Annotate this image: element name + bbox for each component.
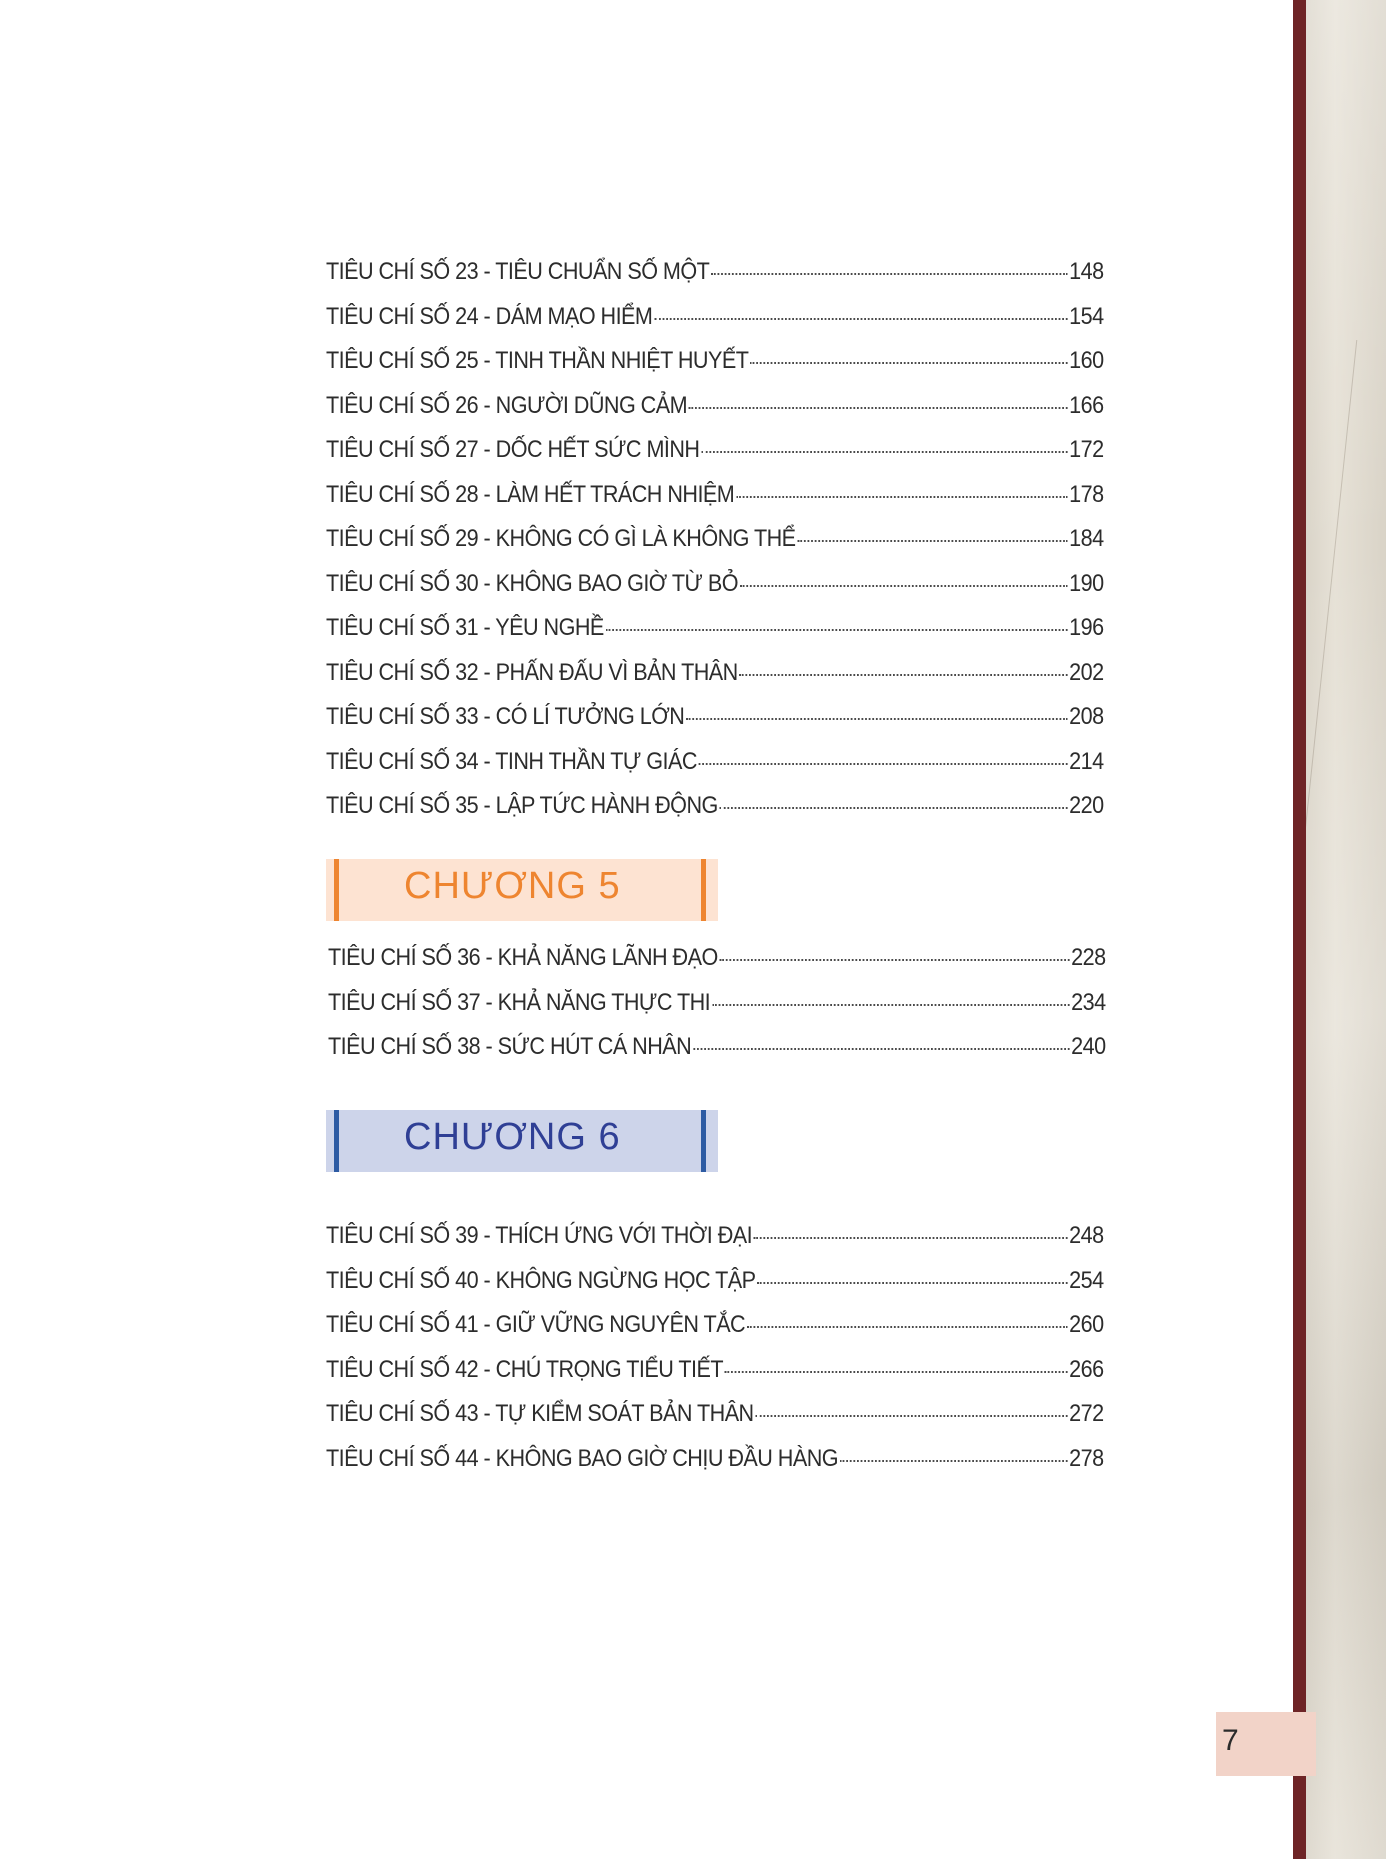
chapter-5-left-bar [334, 859, 339, 921]
toc-entry-page: 240 [1071, 1033, 1106, 1060]
toc-dot-leader [740, 585, 1068, 587]
toc-entry[interactable] [326, 481, 1104, 526]
toc-dot-leader [740, 674, 1068, 676]
toc-entry[interactable] [326, 570, 1104, 615]
toc-entry-title: TIÊU CHÍ SỐ 37 - KHẢ NĂNG THỰC THI [328, 988, 711, 1016]
toc-dot-leader [757, 1282, 1067, 1284]
toc-dot-leader [686, 718, 1067, 720]
toc-entry[interactable] [326, 392, 1104, 437]
chapter-6-heading [326, 1110, 718, 1172]
toc-entry-title: TIÊU CHÍ SỐ 33 - CÓ LÍ TƯỞNG LỚN [326, 703, 685, 730]
toc-entry[interactable] [326, 1400, 1104, 1445]
toc-dot-leader [720, 807, 1068, 809]
toc-entry-page: 154 [1069, 302, 1104, 330]
toc-entry-title: TIÊU CHÍ SỐ 39 - THÍCH ỨNG VỚI THỜI ĐẠI [326, 1222, 753, 1249]
toc-list-chapter-4-continued [326, 258, 1104, 837]
spine-bar [1293, 0, 1306, 1859]
toc-entry-title: TIÊU CHÍ SỐ 24 - DÁM MẠO HIỂM [326, 302, 653, 330]
toc-dot-leader [736, 496, 1067, 498]
toc-entry[interactable] [328, 944, 1106, 989]
toc-entry-title: TIÊU CHÍ SỐ 31 - YÊU NGHỀ [326, 614, 604, 641]
chapter-6-left-bar [334, 1110, 339, 1172]
toc-entry[interactable] [326, 347, 1104, 392]
toc-entry-page: 148 [1069, 258, 1104, 285]
page-number: 7 [1222, 1724, 1239, 1757]
toc-dot-leader [689, 407, 1068, 409]
toc-entry[interactable] [326, 748, 1104, 793]
chapter-6-label: CHƯƠNG 6 [404, 1116, 621, 1158]
chapter-5-label: CHƯƠNG 5 [404, 865, 621, 907]
toc-list-chapter-6 [326, 1222, 1104, 1489]
toc-entry[interactable] [326, 792, 1104, 837]
toc-entry[interactable] [326, 659, 1104, 704]
toc-dot-leader [747, 1326, 1067, 1328]
toc-entry-title: TIÊU CHÍ SỐ 27 - DỐC HẾT SỨC MÌNH [326, 436, 700, 463]
toc-entry-page: 202 [1069, 658, 1104, 686]
toc-dot-leader [699, 763, 1068, 765]
toc-entry[interactable] [328, 989, 1106, 1034]
toc-entry-page: 184 [1069, 525, 1104, 552]
toc-entry[interactable] [326, 436, 1104, 481]
toc-entry-page: 160 [1069, 347, 1104, 374]
toc-entry[interactable] [326, 1267, 1104, 1312]
toc-entry-title: TIÊU CHÍ SỐ 41 - GIỮ VỮNG NGUYÊN TẮC [326, 1311, 746, 1338]
toc-entry-title: TIÊU CHÍ SỐ 38 - SỨC HÚT CÁ NHÂN [328, 1033, 692, 1060]
toc-entry[interactable] [326, 614, 1104, 659]
toc-entry-page: 254 [1069, 1266, 1104, 1294]
toc-entry-page: 178 [1069, 480, 1104, 508]
toc-entry[interactable] [328, 1033, 1106, 1078]
toc-dot-leader [797, 540, 1067, 542]
toc-dot-leader [606, 629, 1068, 631]
toc-entry[interactable] [326, 703, 1104, 748]
toc-entry-title: TIÊU CHÍ SỐ 25 - TINH THẦN NHIỆT HUYẾT [326, 347, 749, 374]
toc-entry-page: 272 [1069, 1400, 1104, 1427]
toc-entry[interactable] [326, 1445, 1104, 1490]
toc-entry-page: 190 [1069, 569, 1104, 597]
toc-entry-title: TIÊU CHÍ SỐ 30 - KHÔNG BAO GIỜ TỪ BỎ [326, 569, 739, 597]
toc-dot-leader [711, 273, 1067, 275]
toc-entry-page: 208 [1069, 703, 1104, 730]
toc-dot-leader [754, 1237, 1067, 1239]
toc-dot-leader [693, 1048, 1069, 1050]
toc-entry[interactable] [326, 1311, 1104, 1356]
toc-entry-page: 214 [1069, 747, 1104, 775]
toc-entry-page: 234 [1071, 988, 1106, 1016]
toc-entry-page: 196 [1069, 614, 1104, 641]
toc-entry-title: TIÊU CHÍ SỐ 44 - KHÔNG BAO GIỜ CHỊU ĐẦU HÀNG [326, 1444, 839, 1472]
toc-entry-title: TIÊU CHÍ SỐ 36 - KHẢ NĂNG LÃNH ĐẠO [328, 944, 718, 971]
toc-dot-leader [654, 318, 1067, 320]
toc-entry[interactable] [326, 1222, 1104, 1267]
toc-entry[interactable] [326, 303, 1104, 348]
toc-dot-leader [755, 1415, 1067, 1417]
toc-entry-title: TIÊU CHÍ SỐ 29 - KHÔNG CÓ GÌ LÀ KHÔNG THỂ [326, 525, 796, 552]
toc-dot-leader [840, 1460, 1068, 1462]
toc-entry-page: 166 [1069, 391, 1104, 419]
toc-entry-title: TIÊU CHÍ SỐ 40 - KHÔNG NGỪNG HỌC TẬP [326, 1266, 756, 1294]
toc-entry[interactable] [326, 258, 1104, 303]
toc-dot-leader [720, 959, 1070, 961]
toc-dot-leader [725, 1371, 1068, 1373]
chapter-5-right-bar [701, 859, 706, 921]
toc-entry-title: TIÊU CHÍ SỐ 34 - TINH THẦN TỰ GIÁC [326, 747, 697, 775]
toc-entry-page: 278 [1069, 1444, 1104, 1472]
toc-entry-title: TIÊU CHÍ SỐ 23 - TIÊU CHUẨN SỐ MỘT [326, 258, 710, 285]
toc-entry-title: TIÊU CHÍ SỐ 28 - LÀM HẾT TRÁCH NHIỆM [326, 480, 735, 508]
toc-dot-leader [750, 362, 1067, 364]
chapter-5-heading [326, 859, 718, 921]
toc-entry-page: 248 [1069, 1222, 1104, 1249]
toc-entry-title: TIÊU CHÍ SỐ 26 - NGƯỜI DŨNG CẢM [326, 391, 688, 419]
toc-entry[interactable] [326, 1356, 1104, 1401]
toc-entry-page: 266 [1069, 1355, 1104, 1383]
chapter-6-right-bar [701, 1110, 706, 1172]
toc-entry-page: 260 [1069, 1311, 1104, 1338]
toc-entry-title: TIÊU CHÍ SỐ 32 - PHẤN ĐẤU VÌ BẢN THÂN [326, 658, 738, 686]
toc-entry-title: TIÊU CHÍ SỐ 42 - CHÚ TRỌNG TIỂU TIẾT [326, 1355, 724, 1383]
toc-dot-leader [712, 1004, 1069, 1006]
toc-entry-title: TIÊU CHÍ SỐ 35 - LẬP TỨC HÀNH ĐỘNG [326, 792, 718, 819]
toc-entry[interactable] [326, 525, 1104, 570]
toc-entry-page: 172 [1069, 436, 1104, 463]
toc-dot-leader [701, 451, 1067, 453]
toc-entry-title: TIÊU CHÍ SỐ 43 - TỰ KIỂM SOÁT BẢN THÂN [326, 1400, 754, 1427]
paper-texture-strip [1301, 0, 1386, 1859]
toc-entry-page: 220 [1069, 792, 1104, 819]
toc-entry-page: 228 [1071, 944, 1106, 971]
toc-list-chapter-5 [328, 944, 1106, 1078]
